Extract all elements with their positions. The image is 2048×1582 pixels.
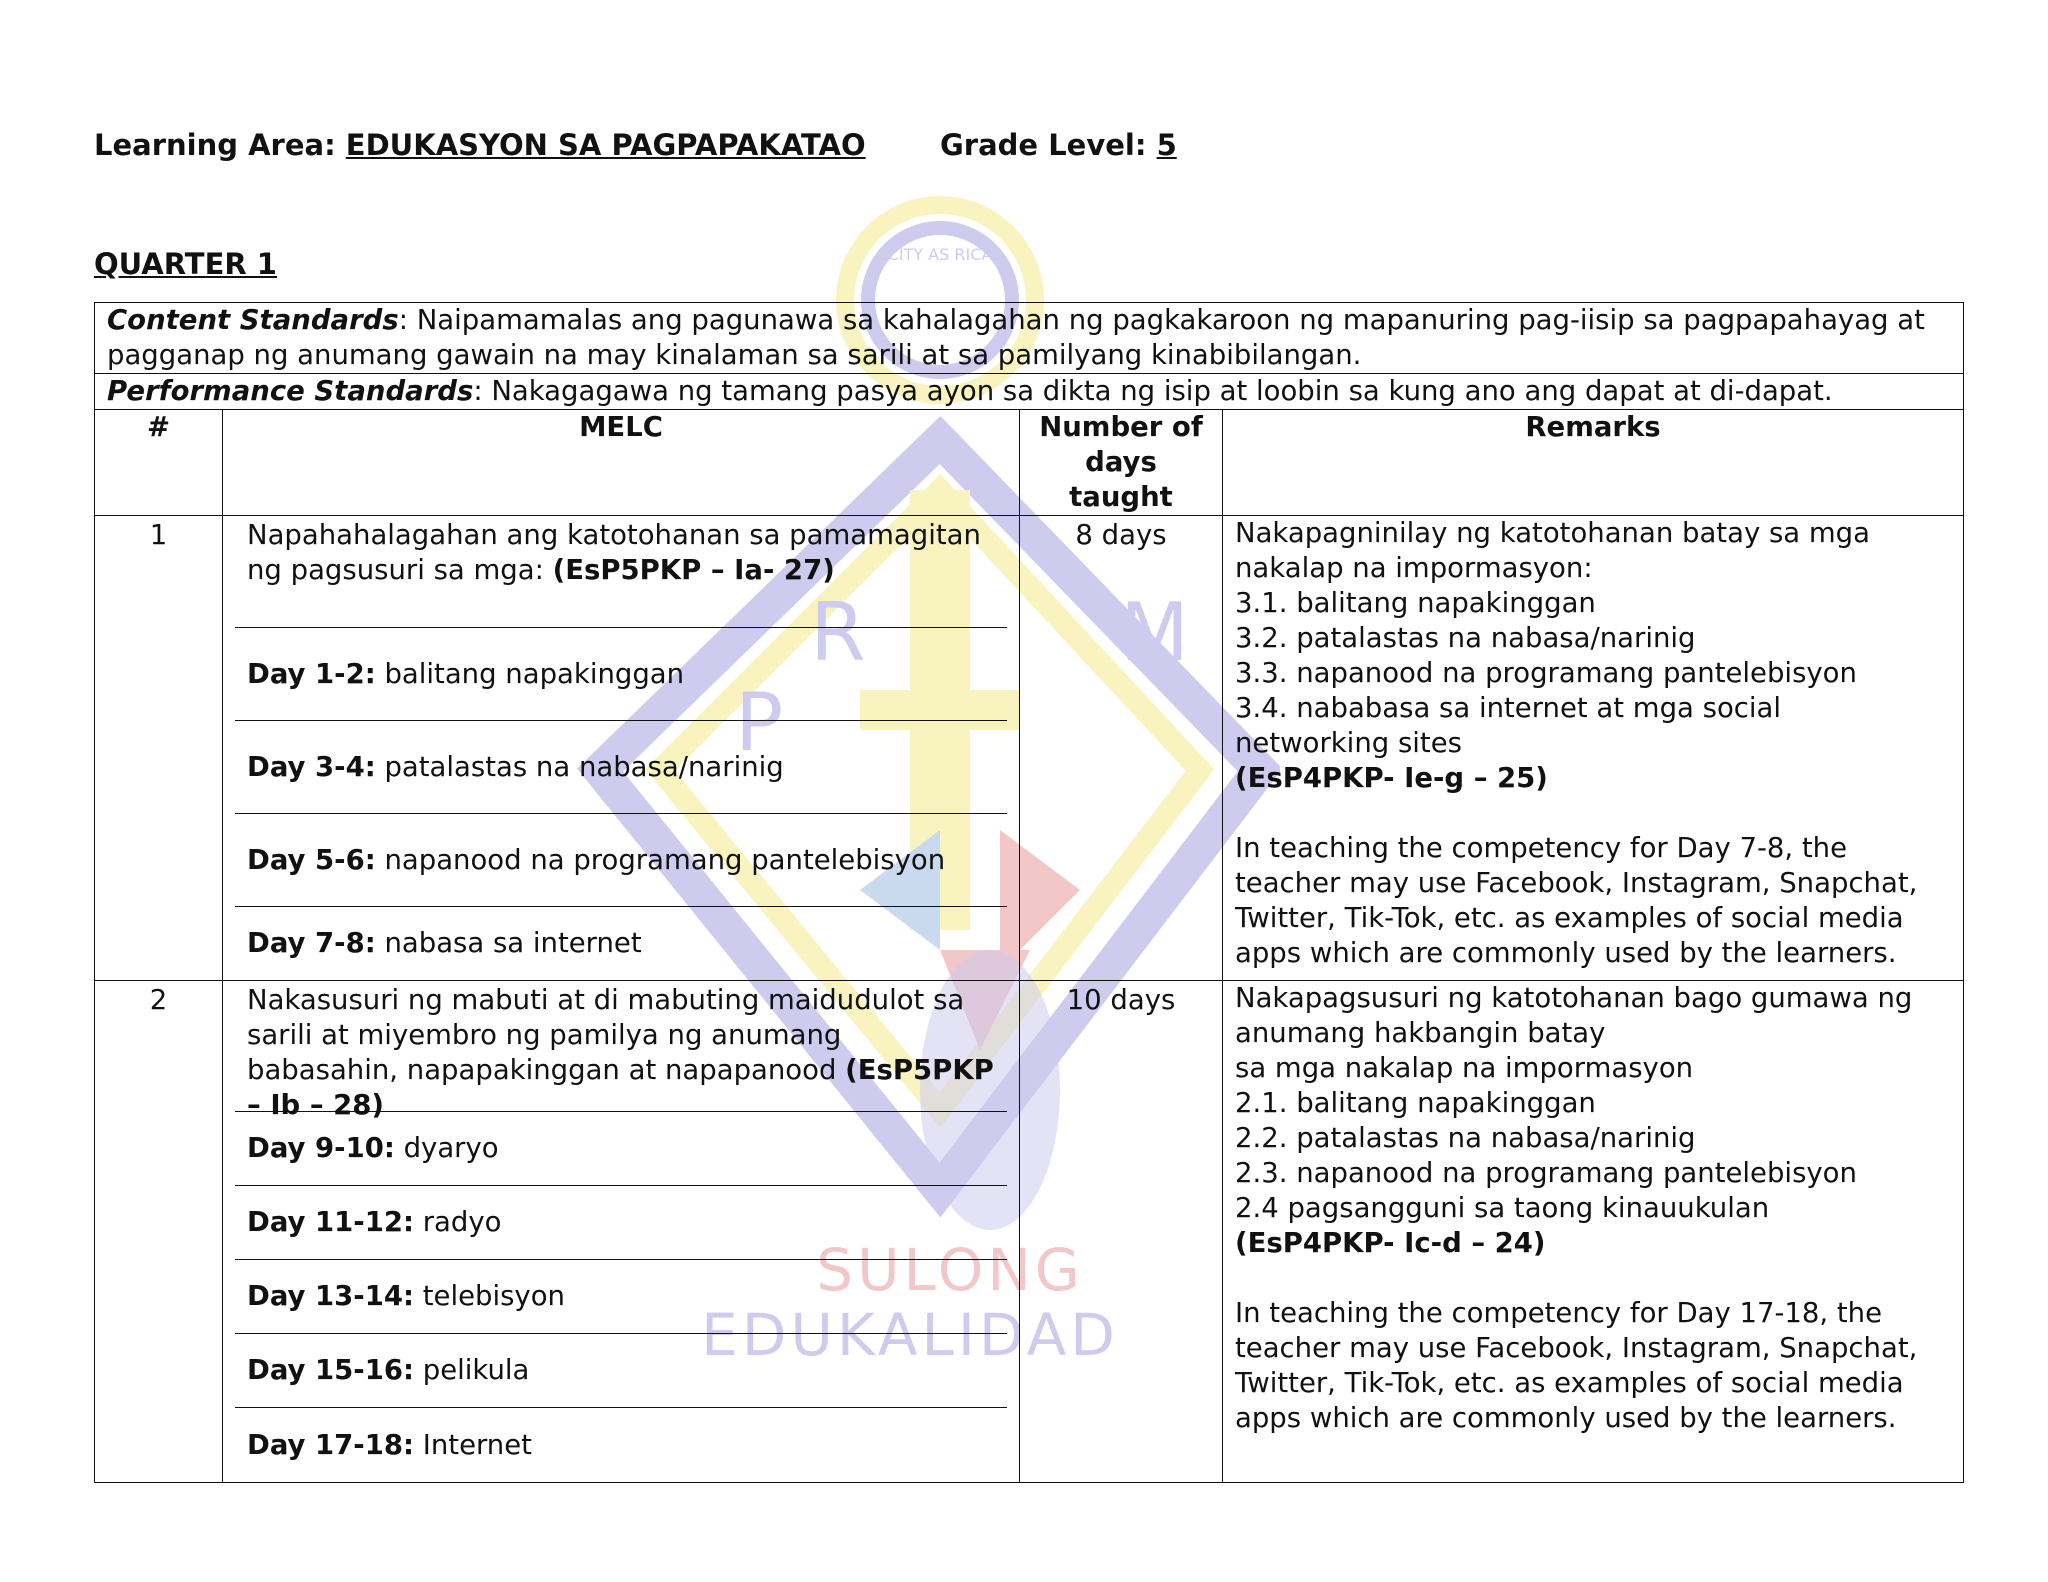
day-label: Day 7-8:: [247, 927, 376, 959]
row-number: 2: [95, 981, 223, 1483]
day-topic: pelikula: [414, 1354, 530, 1386]
day-topic: patalastas na nabasa/narinig: [375, 750, 784, 783]
learning-area-label: Learning Area:: [94, 128, 336, 162]
performance-standards-row: [95, 374, 1964, 410]
days-taught: 10 days: [1020, 981, 1223, 1483]
days-taught: 8 days: [1020, 516, 1223, 981]
letter-m: M: [1120, 586, 1190, 679]
remarks-line: 3.4. nababasa sa internet at mga social: [1235, 692, 1782, 724]
day-label: Day 3-4:: [247, 750, 376, 783]
melc-intro: [235, 516, 1007, 628]
melc-intro-text: Nakasusuri ng mabuti at di mabuting maidudulot sa sarili at miyembro ng pamilya ng anumang babasahin, napapakinggan at napapanood: [247, 984, 965, 1086]
column-header-row: [95, 410, 1964, 516]
learning-area-value: EDUKASYON SA PAGPAPAKATAO: [345, 128, 866, 162]
melc-table: [94, 302, 1964, 1483]
header-remarks: Remarks: [1223, 410, 1964, 516]
remarks-line: anumang hakbangin batay: [1235, 1017, 1606, 1049]
day-topic: nabasa sa internet: [375, 927, 642, 959]
remarks-note-line: teacher may use Facebook, Instagram, Snapchat,: [1235, 1332, 1918, 1364]
remarks-line: 3.2. patalastas na nabasa/narinig: [1235, 622, 1696, 654]
learning-area-line: [94, 128, 866, 162]
day-topic: balitang napakinggan: [375, 657, 685, 690]
table-row: [95, 516, 1964, 981]
content-standards-label: Content Standards: [107, 304, 399, 336]
day-topic: Internet: [414, 1428, 532, 1461]
table-row: [95, 981, 1964, 1483]
header-melc: MELC: [223, 410, 1020, 516]
seal-ring-text: CITY AS RICA: [887, 245, 993, 264]
melc-intro: [235, 981, 1007, 1121]
remarks-line: Nakapagninilay ng katotohanan batay sa mga: [1235, 517, 1870, 549]
day-label: Day 1-2:: [247, 657, 376, 690]
remarks-note-line: teacher may use Facebook, Instagram, Snapchat,: [1235, 867, 1918, 899]
day-label: Day 13-14:: [247, 1280, 414, 1312]
performance-standards-cell: [95, 374, 1964, 410]
remarks-line: 2.3. napanood na programang pantelebisyon: [1235, 1157, 1857, 1189]
performance-standards-text: : Nakagagawa ng tamang pasya ayon sa dikta ng isip at loobin sa kung ano ang dapat at di-dapat.: [473, 375, 1833, 407]
row-number: 1: [95, 516, 223, 981]
remarks-code: (EsP4PKP- Ie-g – 25): [1235, 762, 1548, 794]
header-num: #: [95, 410, 223, 516]
header-days-line1: Number of: [1039, 411, 1203, 443]
remarks-note-line: In teaching the competency for Day 17-18, the: [1235, 1297, 1883, 1329]
grade-level-label: Grade Level:: [940, 128, 1147, 162]
remarks-line: 2.4 pagsangguni sa taong kinauukulan: [1235, 1192, 1770, 1224]
list-item: [235, 1408, 1007, 1482]
performance-standards-label: Performance Standards: [107, 375, 474, 407]
remarks-line: networking sites: [1235, 727, 1462, 759]
letter-r: R: [810, 586, 866, 679]
melc-code: (EsP5PKP – Ia- 27): [552, 554, 835, 586]
remarks-spacer: [1235, 796, 1951, 831]
grade-level-line: [940, 128, 1177, 162]
day-label: Day 17-18:: [247, 1428, 414, 1461]
list-item: [235, 907, 1007, 980]
remarks-line: 3.3. napanood na programang pantelebisyon: [1235, 657, 1857, 689]
day-label: Day 5-6:: [247, 843, 376, 876]
remarks-note-line: Twitter, Tik-Tok, etc. as examples of social media: [1235, 1367, 1904, 1399]
day-label: Day 9-10:: [247, 1132, 395, 1164]
list-item: [235, 628, 1007, 721]
day-topic: dyaryo: [394, 1132, 499, 1164]
remarks-line: Nakapagsusuri ng katotohanan bago gumawa ng: [1235, 982, 1913, 1014]
list-item: [235, 814, 1007, 907]
remarks-note-line: apps which are commonly used by the learners.: [1235, 937, 1897, 969]
watermark-text-sulong: SULONG: [816, 1236, 1084, 1304]
watermark-text-edukalidad: EDUKALIDAD: [701, 1301, 1119, 1369]
remarks-note-line: apps which are commonly used by the learners.: [1235, 1402, 1897, 1434]
day-label: Day 15-16:: [247, 1354, 414, 1386]
content-standards-row: [95, 303, 1964, 374]
melc-code: (EsP5PKP – Ib – 28): [247, 1054, 994, 1121]
list-item: [235, 1112, 1007, 1186]
grade-level-value: 5: [1156, 128, 1177, 162]
melc-cell: [223, 981, 1020, 1483]
header-days: [1020, 410, 1223, 516]
remarks-note-line: Twitter, Tik-Tok, etc. as examples of social media: [1235, 902, 1904, 934]
melc-cell: [223, 516, 1020, 981]
remarks-code: (EsP4PKP- Ic-d – 24): [1235, 1227, 1546, 1259]
day-label: Day 11-12:: [247, 1206, 414, 1238]
remarks-line: 2.1. balitang napakinggan: [1235, 1087, 1596, 1119]
melc-intro-text: Napahahalagahan ang katotohanan sa pamamagitan ng pagsusuri sa mga:: [247, 519, 981, 586]
remarks-line: sa mga nakalap na impormasyon: [1235, 1052, 1694, 1084]
letter-p: P: [735, 676, 784, 769]
remarks-cell: [1223, 981, 1964, 1483]
quarter-heading: QUARTER 1: [94, 247, 277, 281]
content-standards-cell: [95, 303, 1964, 374]
list-item: [235, 1334, 1007, 1408]
remarks-spacer: [1235, 1261, 1951, 1296]
content-standards-text: : Naipamamalas ang pagunawa sa kahalagahan ng pagkakaroon ng mapanuring pag-iisip sa pagpapahayag at pagganap ng anumang gawain na may kinalaman sa sarili at sa pamilyang kinabibilangan.: [107, 304, 1925, 371]
list-item: [235, 1260, 1007, 1334]
remarks-line: 3.1. balitang napakinggan: [1235, 587, 1596, 619]
day-topic: telebisyon: [414, 1280, 565, 1312]
list-item: [235, 721, 1007, 814]
header-days-line2: days taught: [1069, 446, 1173, 513]
day-topic: radyo: [414, 1206, 502, 1238]
remarks-cell: [1223, 516, 1964, 981]
day-topic: napanood na programang pantelebisyon: [375, 843, 946, 876]
remarks-note-line: In teaching the competency for Day 7-8, the: [1235, 832, 1848, 864]
list-item: [235, 1186, 1007, 1260]
remarks-line: nakalap na impormasyon:: [1235, 552, 1593, 584]
remarks-line: 2.2. patalastas na nabasa/narinig: [1235, 1122, 1696, 1154]
